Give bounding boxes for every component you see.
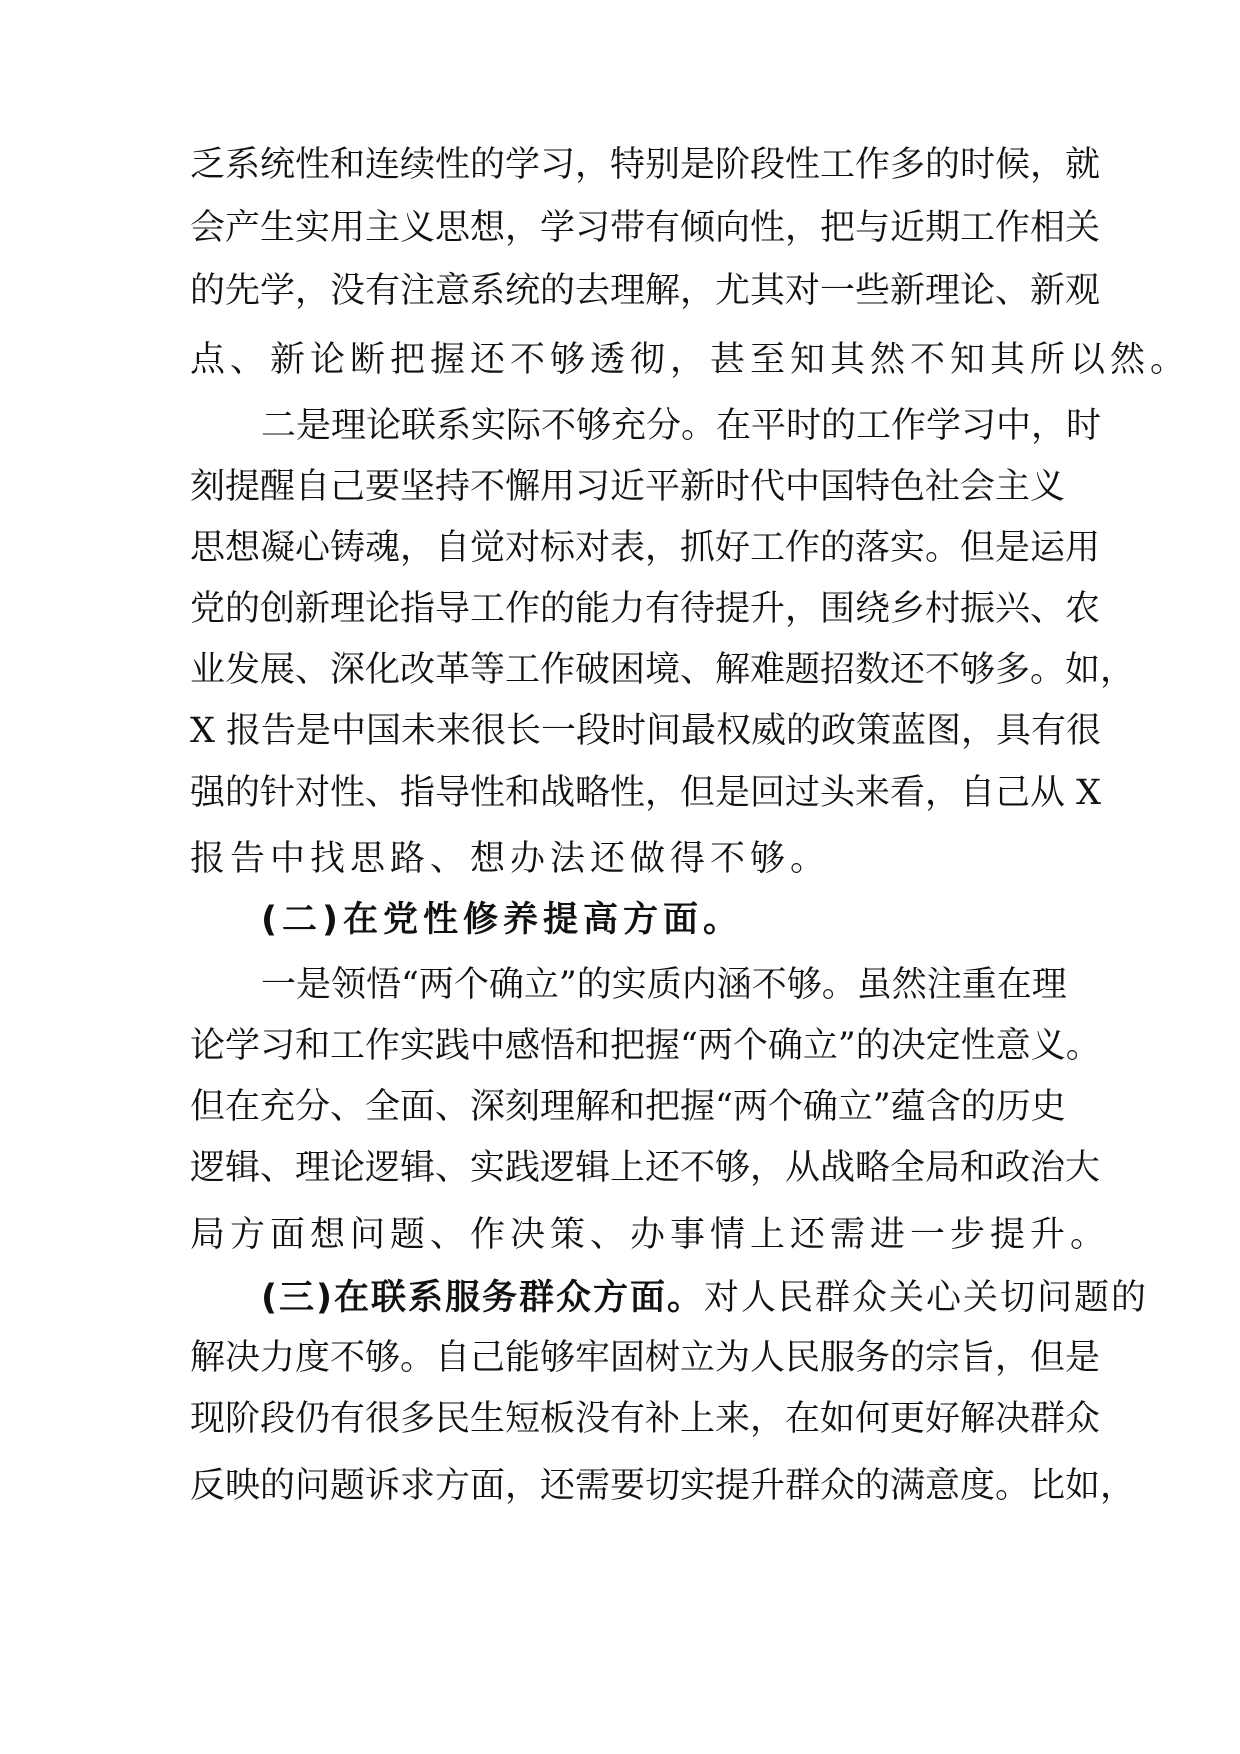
paragraph-line: 解决力度不够。自己能够牢固树立为人民服务的宗旨，但是 (190, 1338, 1101, 1378)
paragraph-line: 会产生实用主义思想，学习带有倾向性，把与近期工作相关 (190, 208, 1101, 248)
paragraph-line: 点、新论断把握还不够透彻，甚至知其然不知其所以然。 (190, 340, 1191, 380)
paragraph-line: 一是领悟“两个确立”的实质内涵不够。虽然注重在理 (261, 965, 1067, 1005)
section-heading: (二)在党性修养提高方面。 (261, 900, 743, 940)
paragraph-text: 对人民群众关心关切问题的 (704, 1278, 1149, 1318)
paragraph-line: 业发展、深化改革等工作破困境、解难题招数还不够多。如， (190, 650, 1136, 690)
paragraph-line: 刻提醒自己要坚持不懈用习近平新时代中国特色社会主义 (190, 467, 1066, 507)
paragraph-line: 论学习和工作实践中感悟和把握“两个确立”的决定性意义。 (190, 1026, 1101, 1066)
paragraph-line: 乏系统性和连续性的学习，特别是阶段性工作多的时候，就 (190, 145, 1101, 185)
paragraph-line: 党的创新理论指导工作的能力有待提升，围绕乡村振兴、农 (190, 589, 1101, 629)
paragraph-line: 反映的问题诉求方面，还需要切实提升群众的满意度。比如， (190, 1466, 1136, 1506)
paragraph-line: X 报告是中国未来很长一段时间最权威的政策蓝图，具有很 (190, 711, 1102, 751)
paragraph-line: 二是理论联系实际不够充分。在平时的工作学习中，时 (261, 406, 1102, 446)
paragraph-line: 现阶段仍有很多民生短板没有补上来，在如何更好解决群众 (190, 1399, 1101, 1439)
paragraph-line: 局方面想问题、作决策、办事情上还需进一步提升。 (190, 1215, 1111, 1255)
paragraph-line: 但在充分、全面、深刻理解和把握“两个确立”蕴含的历史 (190, 1087, 1066, 1127)
paragraph-line: 逻辑、理论逻辑、实践逻辑上还不够，从战略全局和政治大 (190, 1148, 1101, 1188)
paragraph-line-mixed (261, 1274, 1149, 1322)
paragraph-line: 报告中找思路、想办法还做得不够。 (190, 839, 831, 879)
paragraph-line: 思想凝心铸魂，自觉对标对表，抓好工作的落实。但是运用 (190, 528, 1101, 568)
paragraph-line: 强的针对性、指导性和战略性，但是回过头来看，自己从 X (190, 773, 1102, 813)
section-heading-inline: (三)在联系服务群众方面。 (261, 1278, 704, 1318)
paragraph-line: 的先学，没有注意系统的去理解，尤其对一些新理论、新观 (190, 271, 1101, 311)
